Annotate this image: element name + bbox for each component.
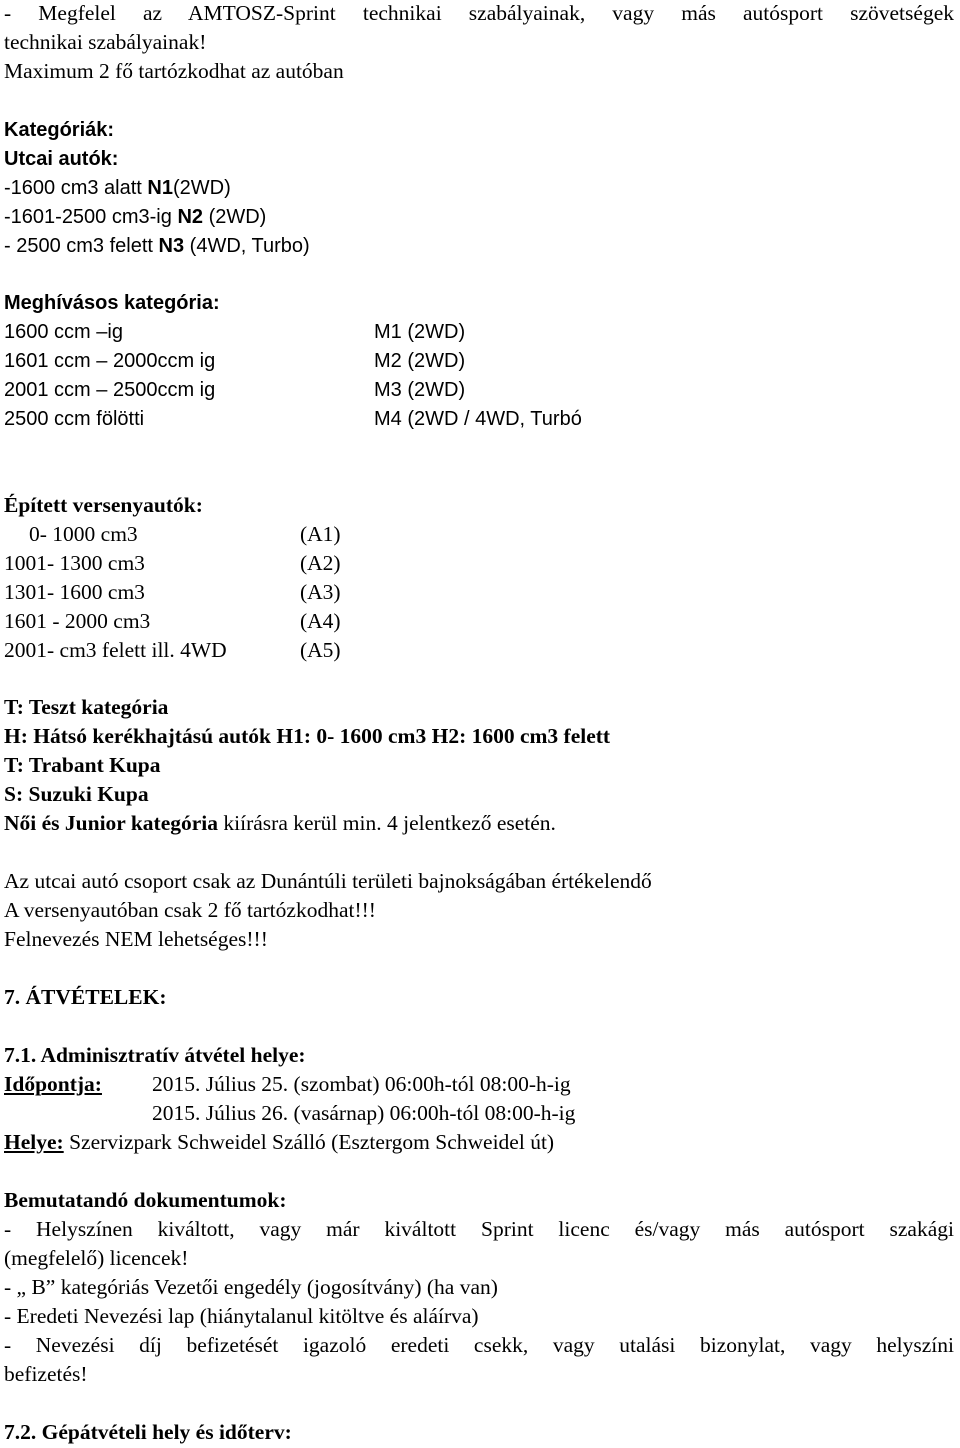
street-row-drive: (2WD) (203, 206, 267, 228)
built-class: (A5) (300, 638, 341, 662)
documents-heading: Bemutatandó dokumentumok: (4, 1188, 287, 1212)
street-row-n1 (4, 174, 231, 203)
note-street-group: Az utcai autó csoport csak az Dunántúli területi bajnokságában értékelendő (4, 869, 652, 893)
intro-line-2: technikai szabályainak! (4, 30, 207, 54)
section-7-heading: 7. ÁTVÉTELEK: (4, 985, 167, 1009)
admin-place-line (4, 1128, 554, 1157)
built-range: 1301- 1600 cm3 (4, 580, 145, 604)
section-7-2-heading: 7.2. Gépátvételi hely és időterv: (4, 1420, 292, 1444)
invited-range: 2001 ccm – 2500ccm ig (4, 379, 216, 401)
trabant-cup: T: Trabant Kupa (4, 753, 161, 777)
note-no-renaming: Felnevezés NEM lehetséges!!! (4, 927, 268, 951)
invited-class: M4 (2WD / 4WD, Turbó (374, 408, 582, 430)
time-slot-1: 2015. Július 25. (szombat) 06:00h-tól 08:00-h-ig (152, 1072, 571, 1096)
street-row-range: -1601-2500 cm3-ig (4, 206, 178, 228)
place-label: Helye: (4, 1130, 64, 1154)
intro-line-3: Maximum 2 fő tartózkodhat az autóban (4, 59, 344, 83)
time-slot-2: 2015. Július 26. (vasárnap) 06:00h-tól 08:00-h-ig (152, 1101, 576, 1125)
street-row-n2 (4, 203, 266, 232)
street-row-range: -1600 cm3 alatt (4, 177, 148, 199)
street-row-n3 (4, 232, 310, 261)
categories-heading: Kategóriák: (4, 119, 115, 141)
women-junior-label: Női és Junior kategória (4, 811, 219, 835)
street-row-code: N3 (158, 235, 185, 257)
rear-wheel-category: H: Hátsó kerékhajtású autók H1: 0- 1600 cm3 H2: 1600 cm3 felett (4, 724, 611, 748)
built-cars-heading: Épített versenyautók: (4, 493, 203, 517)
note-occupants: A versenyautóban csak 2 fő tartózkodhat!!! (4, 898, 376, 922)
street-row-code: N1 (147, 177, 173, 199)
doc-entry-form: - Eredeti Nevezési lap (hiánytalanul kitöltve és aláírva) (4, 1304, 479, 1328)
built-range: 1601 - 2000 cm3 (4, 609, 151, 633)
built-range: 1001- 1300 cm3 (4, 551, 145, 575)
invited-range: 2500 ccm fölötti (4, 408, 145, 430)
women-junior-line (4, 809, 556, 838)
doc-driving-licence: - „ B” kategóriás Vezetői engedély (jogosítvány) (ha van) (4, 1275, 498, 1299)
street-row-drive: (4WD, Turbo) (184, 235, 310, 257)
built-range: 2001- cm3 felett ill. 4WD (4, 638, 227, 662)
street-row-drive: (2WD) (173, 177, 231, 199)
women-junior-note: kiírásra kerül min. 4 jelentkező esetén. (218, 811, 556, 835)
built-class: (A2) (300, 551, 341, 575)
invited-range: 1600 ccm –ig (4, 321, 123, 343)
intro-line-1: - Megfelel az AMTOSZ-Sprint technikai szabályainak, vagy más autósport szövetségek (4, 1, 954, 25)
section-7-1-heading: 7.1. Adminisztratív átvétel helye: (4, 1043, 306, 1067)
doc-licence-line-1: - Helyszínen kiváltott, vagy már kiváltott Sprint licenc és/vagy más autósport szakági (4, 1217, 954, 1241)
invited-class: M2 (2WD) (374, 350, 466, 372)
street-row-range: - 2500 cm3 felett (4, 235, 159, 257)
doc-fee-line-2: befizetés! (4, 1362, 88, 1386)
built-range: 0- 1000 cm3 (29, 522, 138, 546)
place-value: Szervizpark Schweidel Szálló (Esztergom Schweidel út) (63, 1130, 555, 1154)
street-cars-heading: Utcai autók: (4, 148, 119, 170)
invited-category-heading: Meghívásos kategória: (4, 292, 220, 314)
test-category: T: Teszt kategória (4, 695, 169, 719)
invited-class: M1 (2WD) (374, 321, 466, 343)
time-label: Időpontja: (4, 1072, 102, 1096)
invited-class: M3 (2WD) (374, 379, 466, 401)
doc-fee-line-1: - Nevezési díj befizetését igazoló eredeti csekk, vagy utalási bizonylat, vagy helyszíni (4, 1333, 954, 1357)
street-row-code: N2 (177, 206, 204, 228)
invited-range: 1601 ccm – 2000ccm ig (4, 350, 216, 372)
built-class: (A3) (300, 580, 341, 604)
built-class: (A4) (300, 609, 341, 633)
built-class: (A1) (300, 522, 341, 546)
doc-licence-line-2: (megfelelő) licencek! (4, 1246, 189, 1270)
suzuki-cup: S: Suzuki Kupa (4, 782, 149, 806)
